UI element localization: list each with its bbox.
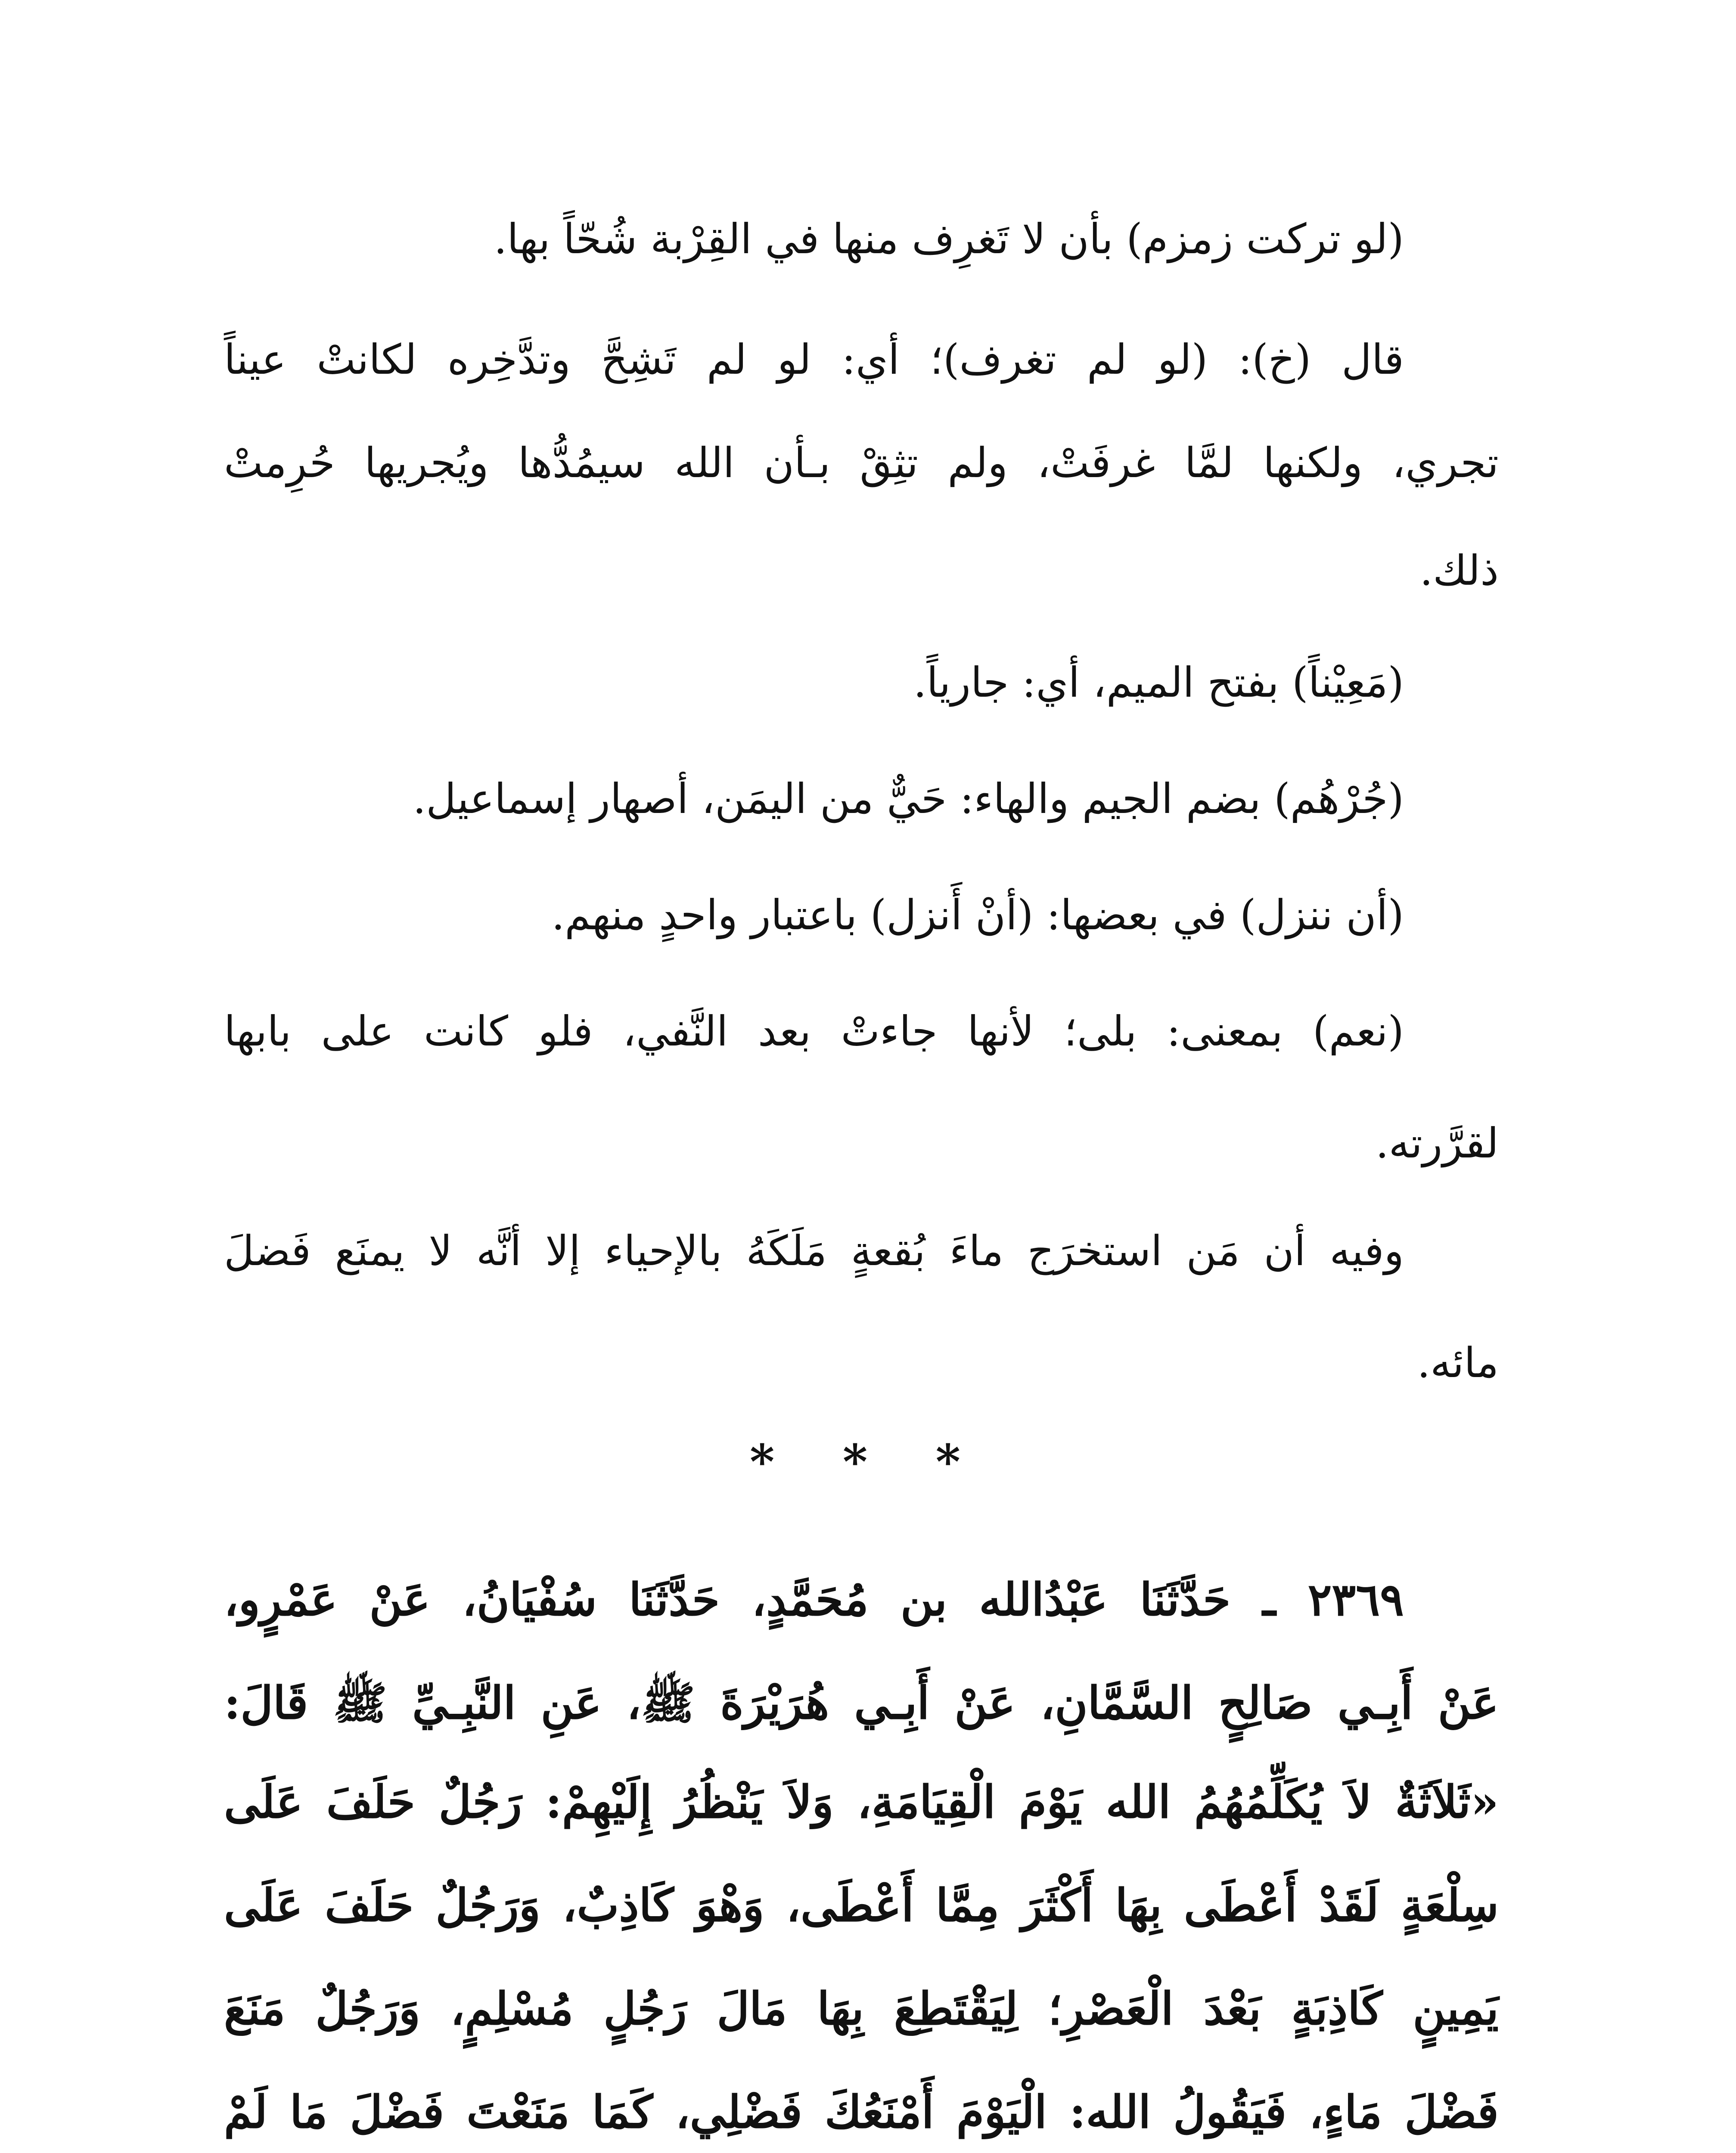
commentary-line: (مَعِيْناً) بفتح الميم، أي: جارياً. [913,658,1404,707]
commentary-line: (جُرْهُم) بضم الجيم والهاء: حَيٌّ من اليمَن، أصهار إسماعيل. [413,775,1404,823]
commentary-line: (أن ننزل) في بعضها: (أنْ أَنزل) باعتبار واحدٍ منهم. [551,891,1404,939]
commentary-line: وفيه أن مَن استخرَج ماءَ بُقعةٍ مَلَكَهُ بالإحياء إلا أنَّه لا يمنَع فَضلَ [224,1227,1404,1275]
commentary-line: (نعم) بمعنى: بلى؛ لأنها جاءتْ بعد النَّفي، فلو كانت على بابها [224,1007,1404,1055]
hadith-line: «ثَلاَثَةٌ لاَ يُكَلِّمُهُمُ الله يَوْمَ الْقِيَامَةِ، وَلاَ يَنْظُرُ إِلَيْهِمْ: رَجُلٌ حَلَفَ عَلَى [224,1775,1499,1828]
commentary-line: (لو تركت زمزم) بأن لا تَغرِف منها في القِرْبة شُحّاً بها. [494,215,1404,263]
commentary-line: ذلك. [1419,546,1499,595]
hadith-line: سِلْعَةٍ لَقَدْ أَعْطَى بِهَا أَكْثَرَ مِمَّا أَعْطَى، وَهْوَ كَاذِبٌ، وَرَجُلٌ حَلَفَ عَلَى [224,1879,1499,1932]
section-separator: * * * [749,1434,987,1489]
hadith-line: ٢٣٦٩ ـ حَدَّثَنَا عَبْدُالله بن مُحَمَّدٍ، حَدَّثَنَا سُفْيَانُ، عَنْ عَمْرٍو، [224,1573,1404,1626]
hadith-line: عَنْ أَبِـي صَالِحٍ السَّمَّانِ، عَنْ أَبِـي هُرَيْرَةَ ﷺ، عَنِ النَّبِـيِّ ﷺ قَالَ: [224,1676,1499,1729]
hadith-line: يَمِينٍ كَاذِبَةٍ بَعْدَ الْعَصْرِ؛ لِيَقْتَطِعَ بِهَا مَالَ رَجُلٍ مُسْلِمٍ، وَرَجُلٌ مَنَعَ [224,1982,1499,2035]
commentary-line: مائه. [1417,1339,1499,1387]
commentary-line: لقرَّرته. [1376,1119,1499,1167]
commentary-line: قال (خ): (لو لم تغرف)؛ أي: لو لم تَشِحَّ وتدَّخِره لكانتْ عيناً [224,335,1404,384]
commentary-line: تجري، ولكنها لمَّا غرفَتْ، ولم تثِقْ بـأن الله سيمُدُّها ويُجريها حُرِمتْ [224,439,1499,487]
hadith-line: فَضْلَ مَاءٍ، فَيَقُولُ الله: الْيَوْمَ أَمْنَعُكَ فَضْلِي، كَمَا مَنَعْتَ فَضْلَ مَا لَمْ [224,2085,1499,2138]
